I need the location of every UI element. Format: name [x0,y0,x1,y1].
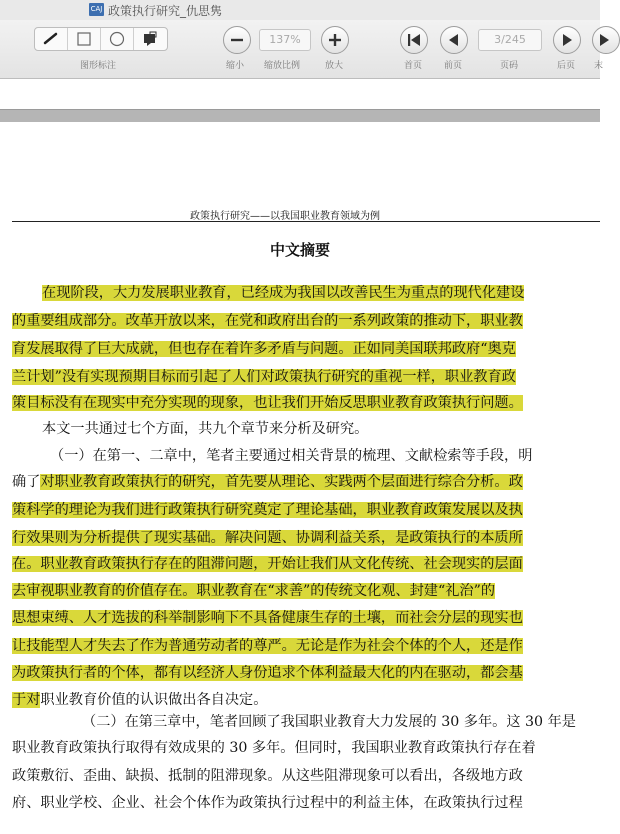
text-span: 政策敷衍、歪曲、缺损、抵制的阻滞现象。从这些阻滞现象可以看出，各级地方政 [12,768,523,784]
pen-icon [35,28,67,50]
text-line [12,472,600,492]
zoom-field[interactable]: 137% [259,29,311,51]
note-tool-button[interactable] [134,28,166,50]
first-page-icon [401,27,427,53]
note-icon [134,28,166,50]
text-line [12,608,600,628]
next-icon [554,27,580,53]
text-line [12,554,600,574]
plus-icon [322,27,348,53]
highlighted-text: 让技能型人才失去了作为普通劳动者的尊严。无论是作为社会个体的个人，还是作 [12,638,523,654]
highlighted-text: 去审视职业教育的价值存在。职业教育在“求善”的传统文化观、封建“礼治”的 [12,583,496,599]
first-page-caption: 首页 [404,61,423,71]
first-page-button[interactable] [400,26,428,54]
text-span: （一）在第一、二章中，笔者主要通过相关背景的梳理、文献检索等手段，明 [50,448,533,464]
highlighted-text: 兰计划”没有实现预期目标而引起了人们对政策执行研究的重视一样，职业教育政 [12,369,516,385]
highlighted-text: 在现阶段，大力发展职业教育，已经成为我国以改善民生为重点的现代化建设 [42,285,525,301]
text-line [42,419,368,439]
text-line [12,311,600,331]
rectangle-tool-button[interactable] [68,28,101,50]
annotation-tools [34,27,168,51]
text-span: 府、职业学校、企业、社会个体作为政策执行过程中的利益主体，在政策执行过程 [12,795,523,811]
zoom-ratio-caption: 缩放比例 [264,61,301,71]
previous-icon [441,27,467,53]
previous-page-caption: 前页 [444,61,463,71]
ellipse-icon [101,28,133,50]
text-line [12,636,600,656]
document-icon: CAJ [89,3,104,16]
text-line [12,528,600,548]
text-line [42,283,600,303]
text-line [12,393,600,413]
text-line [12,581,600,601]
text-line [12,690,600,710]
toolbar-spacer [0,79,600,109]
text-line [12,663,600,683]
highlighted-text: 对职业教育政策执行的研究，首先要从理论、实践两个层面进行综合分析。政 [40,474,523,490]
text-line [12,367,600,387]
highlighted-text: 在。职业教育政策执行存在的阻滞问题，开始让我们从文化传统、社会现实的层面 [12,556,523,572]
text-line [12,500,600,520]
text-line [12,738,600,758]
zoom-in-caption: 放大 [325,61,344,71]
last-page-caption: 末 [594,61,604,71]
highlighted-text: 的重要组成部分。改革开放以来，在党和政府出台的一系列政策的推动下，职业教 [12,313,523,329]
text-line [12,793,600,813]
text-span: 确了 [12,474,41,490]
toolbar [0,20,604,79]
previous-page-button[interactable] [440,26,468,54]
highlighted-text: 于对 [12,692,41,708]
zoom-in-button[interactable] [321,26,349,54]
last-page-icon [593,27,619,53]
text-span: （二）在第三章中，笔者回顾了我国职业教育大力发展的 30 多年。这 30 年是 [82,714,576,730]
text-span: 职业教育政策执行取得有效成果的 30 多年。但同时，我国职业教育政策执行存在着 [12,740,536,756]
highlighted-text: 策目标没有在现实中充分实现的现象，也让我们开始反思职业教育政策执行问题。 [12,395,523,411]
header-rule [12,221,600,222]
rectangle-icon [68,28,100,50]
page-caption: 页码 [500,61,519,71]
page-number-field[interactable]: 3/245 [478,29,542,51]
pen-tool-button[interactable] [35,28,68,50]
minus-icon [224,27,250,53]
text-span: 职业教育价值的认识做出各自决定。 [40,692,268,708]
section-title: 中文摘要 [269,241,330,259]
window-title-bar [0,0,600,20]
zoom-out-caption: 缩小 [226,61,245,71]
highlighted-text: 思想束缚、人才选拔的科举制影响下不具备健康生存的土壤，而社会分层的现实也 [12,610,523,626]
next-page-caption: 后页 [557,61,576,71]
text-line [12,766,600,786]
annotate-caption: 图形标注 [80,61,117,71]
page-separator [0,109,600,123]
text-span: 本文一共通过七个方面，共九个章节来分析及研究。 [42,421,369,437]
ellipse-tool-button[interactable] [101,28,134,50]
text-line [82,712,600,732]
running-head: 政策执行研究——以我国职业教育领域为例 [190,211,380,222]
zoom-out-button[interactable] [223,26,251,54]
next-page-button[interactable] [553,26,581,54]
text-line [12,339,600,359]
window-title: 政策执行研究_仇思隽 [108,4,223,18]
last-page-button[interactable] [592,26,620,54]
highlighted-text: 策科学的理论为我们进行政策执行研究奠定了理论基础，职业教育政策发展以及执 [12,502,523,518]
highlighted-text: 为政策执行者的个体，都有以经济人身份追求个体利益最大化的内在驱动，都会基 [12,665,523,681]
highlighted-text: 行效果则为分析提供了现实基础。解决问题、协调利益关系，是政策执行的本质所 [12,530,523,546]
highlighted-text: 育发展取得了巨大成就，但也存在着许多矛盾与问题。正如同美国联邦政府“奥克 [12,341,516,357]
text-line [50,446,532,466]
